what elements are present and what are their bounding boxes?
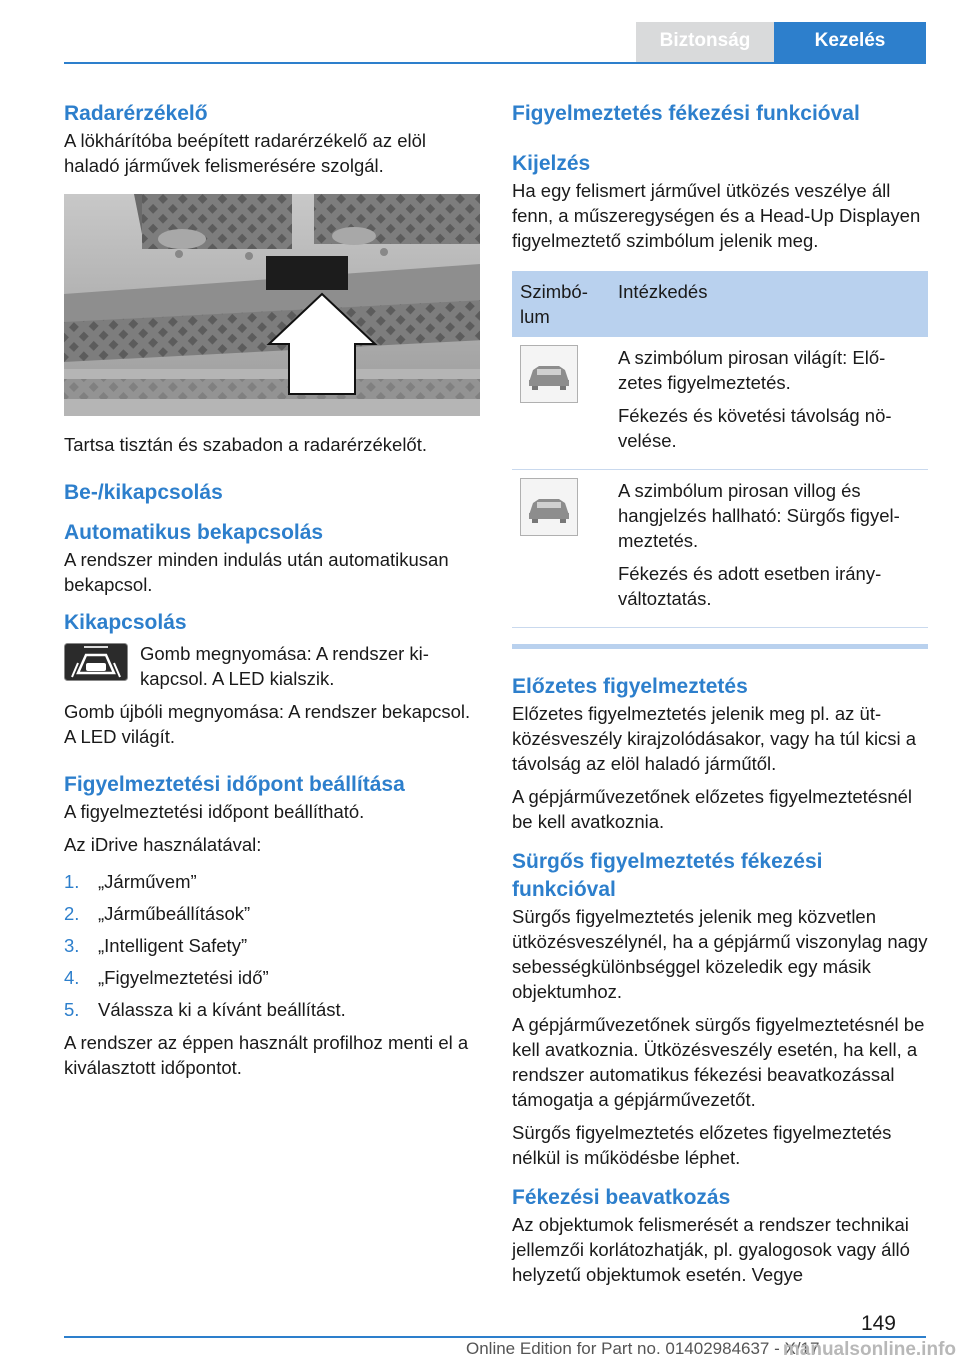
radar-sensor-photo <box>64 194 480 416</box>
display-title: Kijelzés <box>512 152 591 175</box>
display-text: Ha egy felismert járművel ütközés veszélye áll fenn, a műszeregységen és a Head-Up Displayen figyelmeztető szimbólum jelenik meg. <box>512 180 921 251</box>
pre-warning-text-2: A gépjárművezetőnek előzetes figyelmeztetésnél be kell avatkoznia. <box>512 786 913 832</box>
edition-footer: Online Edition for Part no. 01402984637 - X/17 <box>466 1339 820 1358</box>
tab-kezeles[interactable]: Kezelés <box>774 22 926 62</box>
table-end-rule <box>512 644 928 649</box>
warning-time-text-1: A figyelmeztetési időpont beállítható. <box>64 801 365 822</box>
table-header-symbol: Szimbólum <box>512 271 610 337</box>
warning-time-text-3: A rendszer az éppen használt profilhoz menti el a kiválasztott időpontot. <box>64 1032 469 1078</box>
table-header-action: Intézkedés <box>610 271 928 337</box>
collision-warning-button-icon <box>64 643 128 681</box>
off-title: Kikapcsolás <box>64 611 187 634</box>
idrive-steps <box>64 869 480 1022</box>
on-text: Gomb újbóli megnyomása: A rendszer bekapcsol. A LED világít. <box>64 701 471 747</box>
radar-text: A lökhárítóba beépített radarérzékelő az elöl haladó járművek felismerésére szolgál. <box>64 130 427 176</box>
row1-line1: A szimbólum pirosan világít: Előzetes figyelmeztetés. <box>618 347 886 393</box>
footer-rule <box>64 1336 926 1338</box>
tab-biztonsag[interactable]: Biztonság <box>636 22 774 62</box>
car-warning-icon <box>520 345 578 403</box>
radar-title: Radarérzékelő <box>64 102 208 125</box>
auto-on-title: Automatikus bekapcsolás <box>64 521 324 544</box>
list-item: 4. „Figyelmeztetési idő” <box>64 967 269 988</box>
brake-intervention-title: Fékezési beavatkozás <box>512 1186 731 1209</box>
symbol-table <box>512 271 928 628</box>
page-number: 149 <box>860 1312 896 1335</box>
urgent-warning-text-3: Sürgős figyelmeztetés előzetes figyelmeztetés nélkül is működésbe léphet. <box>512 1122 892 1168</box>
row2-line2: Fékezés és adott esetben irányváltoztatás. <box>618 563 882 609</box>
urgent-warning-text-2: A gépjárművezetőnek sürgős figyelmeztetésnél be kell avatkoznia. Ütközésveszély esetén, ha kell, a rendszer automatikus fékezési beavatkozással támogatja a gépjárművezetőt. <box>512 1014 925 1110</box>
radar-note: Tartsa tisztán és szabadon a radarérzékelőt. <box>64 434 427 455</box>
urgent-warning-title: Sürgős figyelmeztetés fékezési funkcióval <box>512 850 823 901</box>
brake-intervention-text: Az objektumok felismerését a rendszer technikai jellemzői korlátozhatják, pl. gyalogosok vagy álló helyzetű objektumok esetén. Vegye <box>512 1214 910 1285</box>
right-column <box>512 100 928 1295</box>
list-item: 5. Válassza ki a kívánt beállítást. <box>64 999 346 1020</box>
warning-time-text-2: Az iDrive használatával: <box>64 834 262 855</box>
table-row <box>512 470 928 628</box>
watermark: manualsonline.info <box>782 1339 956 1360</box>
table-row <box>512 337 928 470</box>
off-instruction <box>64 641 480 691</box>
urgent-warning-text-1: Sürgős figyelmeztetés jelenik meg közvetlen ütközésveszélynél, ha a gépjármű viszonylag nagy sebességkülönbséggel közeledik egy másik objektumhoz. <box>512 906 928 1002</box>
top-navigation <box>636 22 926 62</box>
warning-function-title: Figyelmeztetés fékezési funkcióval <box>512 102 860 125</box>
pre-warning-text-1: Előzetes figyelmeztetés jelenik meg pl. az ütközésveszély kirajzolódásakor, vagy ha túl kicsi a távolság az elöl haladó járműtől. <box>512 703 917 774</box>
car-warning-flashing-icon <box>520 478 578 536</box>
pre-warning-title: Előzetes figyelmeztetés <box>512 675 748 698</box>
auto-on-text: A rendszer minden indulás után automatikusan bekapcsol. <box>64 549 449 595</box>
row2-line1: A szimbólum pirosan villog és hangjelzés hallható: Sürgős figyelmeztetés. <box>618 480 900 551</box>
left-column <box>64 100 480 1088</box>
list-item: 2. „Járműbeállítások” <box>64 903 251 924</box>
header-rule <box>64 62 926 64</box>
row1-line2: Fékezés és követési távolság növelése. <box>618 405 892 451</box>
off-text: Gomb megnyomása: A rendszer kikapcsol. A LED kialszik. <box>140 643 429 689</box>
list-item: 3. „Intelligent Safety” <box>64 935 248 956</box>
warning-time-title: Figyelmeztetési időpont beállítása <box>64 773 405 796</box>
list-item: 1. „Járművem” <box>64 871 197 892</box>
onoff-title: Be-/kikapcsolás <box>64 481 223 504</box>
